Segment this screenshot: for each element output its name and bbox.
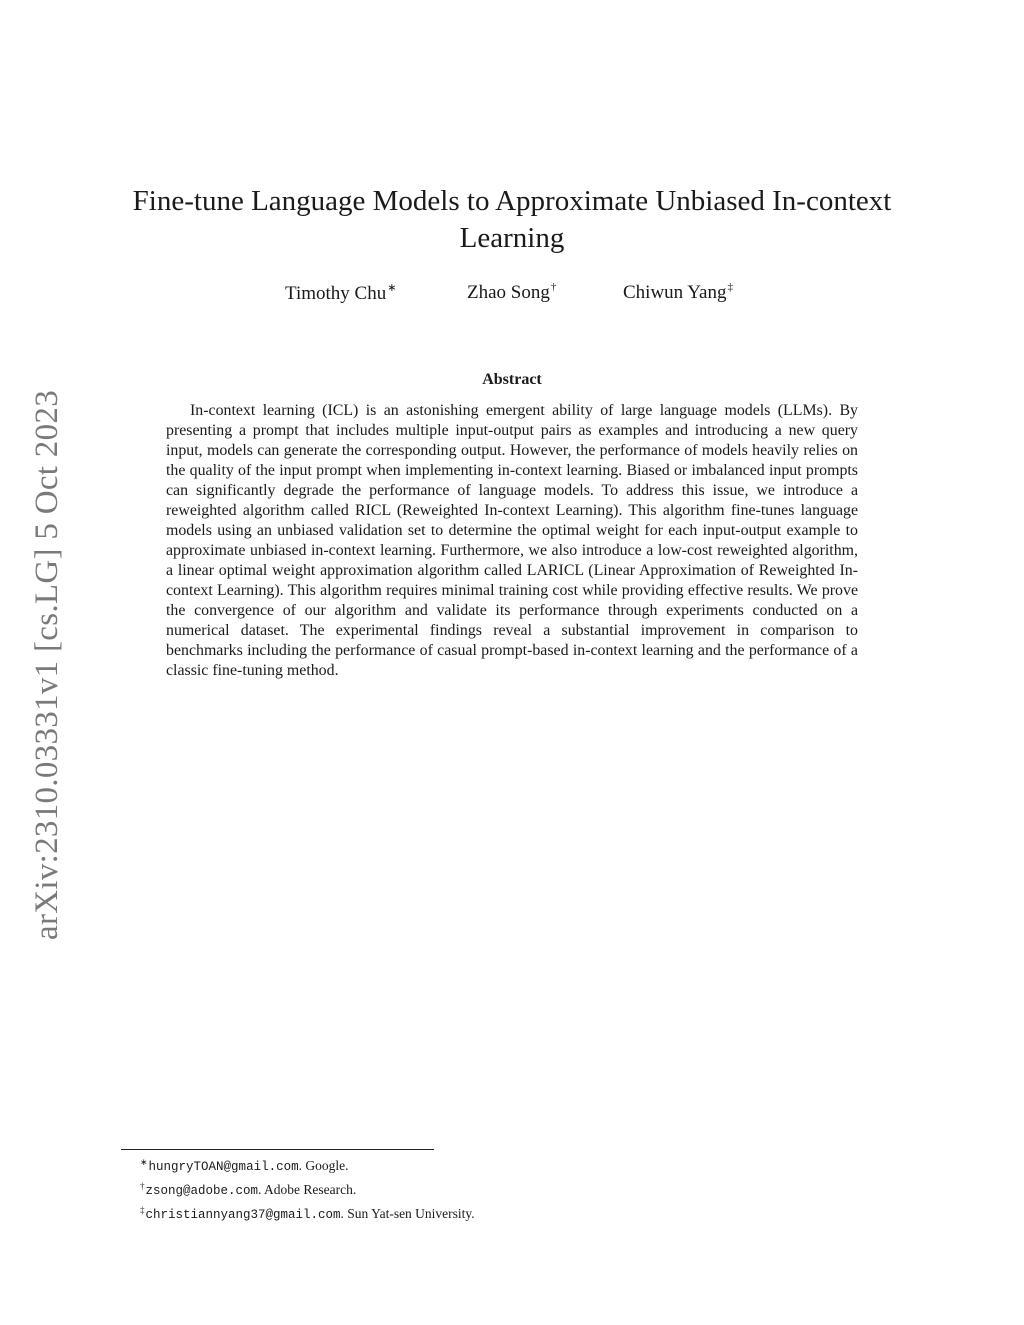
footnote-divider <box>121 1149 434 1150</box>
author-name: Zhao Song <box>467 282 550 303</box>
author-chiwun-yang <box>623 281 733 304</box>
footnote-email[interactable]: hungryTOAN@gmail.com <box>148 1160 299 1174</box>
author-list <box>0 281 1024 309</box>
footnote-mark: † <box>140 1181 145 1191</box>
arxiv-identifier-stamp: arXiv:2310.03331v1 [cs.LG] 5 Oct 2023 <box>28 389 65 940</box>
footnote-item <box>140 1201 475 1225</box>
footnote-mark: ∗ <box>140 1157 148 1167</box>
abstract-heading: Abstract <box>482 371 542 388</box>
footnote-item <box>140 1153 475 1177</box>
author-name: Chiwun Yang <box>623 282 727 303</box>
footnotes <box>140 1153 475 1225</box>
author-footnote-mark: † <box>550 281 557 293</box>
footnote-email[interactable]: christiannyang37@gmail.com <box>145 1208 341 1222</box>
footnote-item <box>140 1177 475 1201</box>
paper-title: Fine-tune Language Models to Approximate Unbiased In-context Learning <box>132 185 892 254</box>
author-zhao-song <box>467 281 556 304</box>
author-footnote-mark: ‡ <box>727 281 733 293</box>
author-timothy-chu <box>285 281 396 305</box>
footnote-affiliation: . Adobe Research. <box>258 1182 357 1197</box>
footnote-email[interactable]: zsong@adobe.com <box>145 1184 259 1198</box>
author-footnote-mark: ∗ <box>387 282 397 294</box>
author-name: Timothy Chu <box>285 283 387 304</box>
footnote-affiliation: . Google. <box>298 1158 349 1173</box>
footnote-mark: ‡ <box>140 1205 145 1215</box>
abstract-text: In-context learning (ICL) is an astonishing emergent ability of large language models (LLMs). By presenting a prompt that includes multiple input-output pairs as examples and introducing a new query input, models can generate the corresponding output. However, the performance of models heavily relies on the quality of the input prompt when implementing in-context learning. Biased or imbalanced input prompts can significantly degrade the performance of language models. To address this issue, we introduce a reweighted algorithm called RICL (Reweighted In-context Learning). This algorithm fine-tunes language models using an unbiased validation set to determine the optimal weight for each input-output example to approximate unbiased in-context learning. Furthermore, we also introduce a low-cost reweighted algorithm, a linear optimal weight approximation algorithm called LARICL (Linear Approximation of Reweighted In-context Learning). This algorithm requires minimal training cost while providing effective results. We prove the convergence of our algorithm and validate its performance through experiments conducted on a numerical dataset. The experimental findings reveal a substantial improvement in comparison to benchmarks including the performance of casual prompt-based in-context learning and the performance of a classic fine-tuning method. <box>166 402 858 679</box>
footnote-affiliation: . Sun Yat-sen University. <box>340 1206 475 1221</box>
